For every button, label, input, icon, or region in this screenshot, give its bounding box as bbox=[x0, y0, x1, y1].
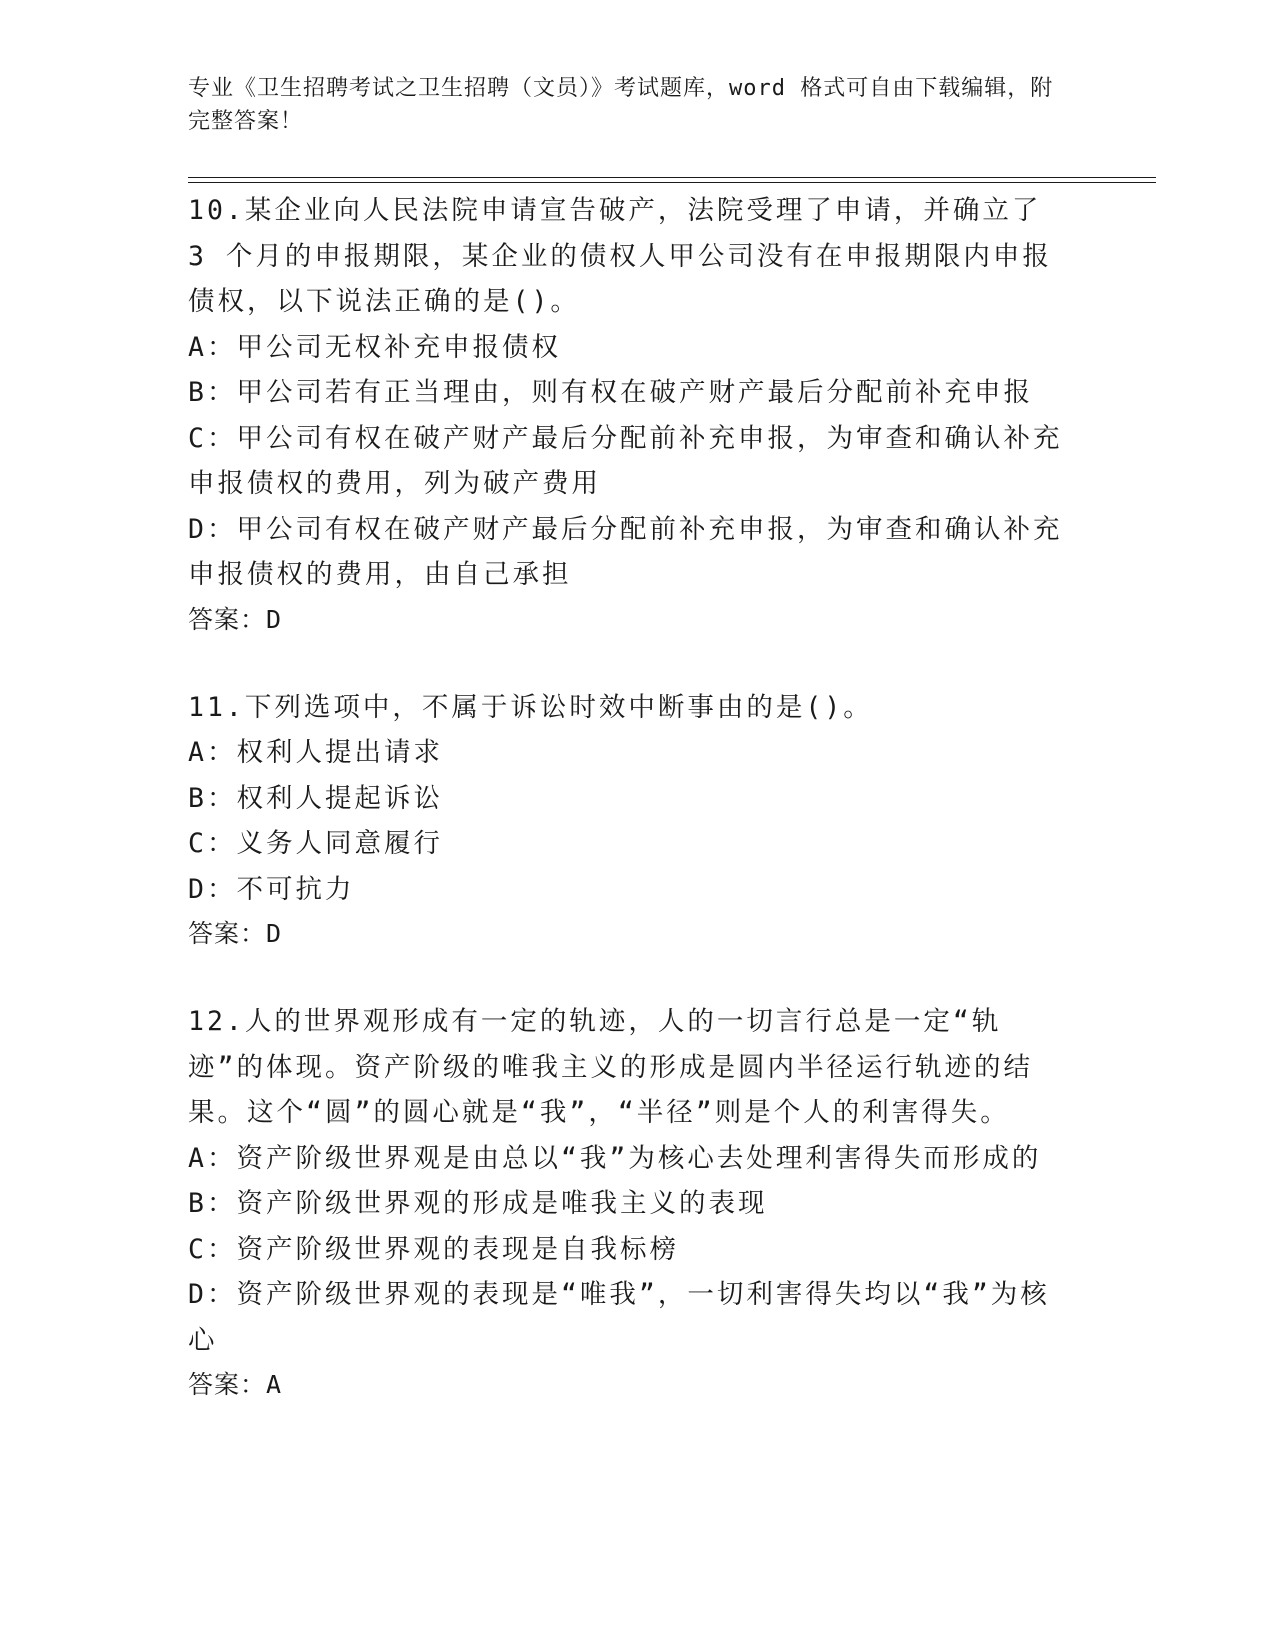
option-a: A：资产阶级世界观是由总以“我”为核心去处理利害得失而形成的 bbox=[188, 1142, 1042, 1174]
option-d: D：甲公司有权在破产财产最后分配前补充申报，为审查和确认补充申报债权的费用，由自己承担 bbox=[188, 513, 1063, 590]
option-d: D：资产阶级世界观的表现是“唯我”，一切利害得失均以“我”为核心 bbox=[188, 1279, 1050, 1356]
option-c: C：义务人同意履行 bbox=[188, 828, 443, 859]
option-b: B：权利人提起诉讼 bbox=[188, 782, 443, 814]
option-c: C：资产阶级世界观的表现是自我标榜 bbox=[188, 1233, 679, 1265]
question-stem: 11.下列选项中，不属于诉讼时效中断事由的是()。 bbox=[188, 691, 873, 723]
question-stem: 10.某企业向人民法院申请宣告破产，法院受理了申请，并确立了 3 个月的申报期限，某企业的债权人甲公司没有在申报期限内申报债权，以下说法正确的是()。 bbox=[188, 195, 1052, 317]
option-a: A：权利人提出请求 bbox=[188, 737, 443, 768]
document-header: 专业《卫生招聘考试之卫生招聘（文员）》考试题库，word 格式可自由下载编辑，附完整答案！ bbox=[188, 76, 1054, 134]
question-10 bbox=[188, 188, 1078, 642]
option-b: B：资产阶级世界观的形成是唯我主义的表现 bbox=[188, 1188, 768, 1219]
header-rule-bottom bbox=[188, 182, 1156, 183]
answer: 答案：A bbox=[188, 1370, 283, 1399]
answer: 答案：D bbox=[188, 604, 283, 634]
question-11 bbox=[188, 685, 1078, 957]
answer: 答案：D bbox=[188, 919, 283, 948]
option-b: B：甲公司若有正当理由，则有权在破产财产最后分配前补充申报 bbox=[188, 377, 1033, 408]
question-stem: 12.人的世界观形成有一定的轨迹，人的一切言行总是一定“轨迹”的体现。资产阶级的唯我主义的形成是圆内半径运行轨迹的结果。这个“圆”的圆心就是“我”，“半径”则是个人的利害得失。 bbox=[188, 1006, 1033, 1128]
question-12 bbox=[188, 999, 1078, 1407]
question-list bbox=[188, 188, 1078, 1450]
option-a: A：甲公司无权补充申报债权 bbox=[188, 331, 561, 363]
option-d: D：不可抗力 bbox=[188, 873, 355, 905]
header-rule-top bbox=[188, 177, 1156, 178]
option-c: C：甲公司有权在破产财产最后分配前补充申报，为审查和确认补充申报债权的费用，列为破产费用 bbox=[188, 422, 1063, 499]
